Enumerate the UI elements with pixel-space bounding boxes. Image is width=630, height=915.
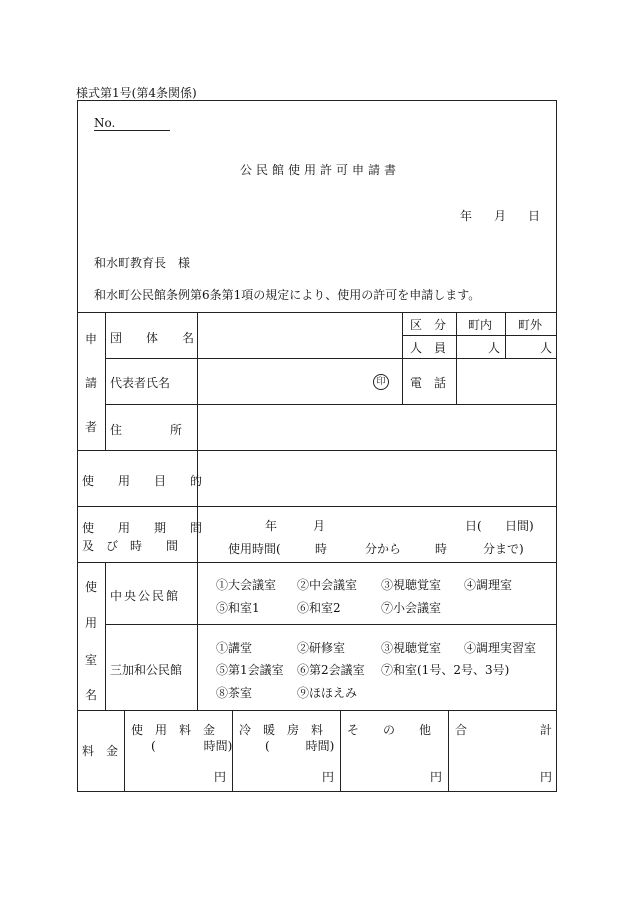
period-label-1: 使 用 期 間 xyxy=(82,521,203,535)
outside-town-option: 町外 xyxy=(518,318,543,332)
usage-hours: ( 時間) xyxy=(151,739,233,753)
inside-town-option: 町内 xyxy=(468,318,493,332)
other-fee-yen: 円 xyxy=(430,770,443,784)
room-option: ⑨ほほえみ xyxy=(297,686,358,700)
room-option: ⑤第1会議室 xyxy=(216,663,284,677)
room-option: ②研修室 xyxy=(297,641,346,655)
address-label: 住 所 xyxy=(110,423,183,437)
fees-label: 料 金 xyxy=(82,744,119,758)
no-underline xyxy=(94,130,170,131)
room-option: ④調理実習室 xyxy=(464,641,537,655)
total-label-left: 合 xyxy=(455,723,468,737)
mikawa-hall-label: 三加和公民館 xyxy=(110,663,183,677)
usage-fee-yen: 円 xyxy=(214,770,227,784)
people-unit-outside: 人 xyxy=(540,341,553,355)
room-option: ②中会議室 xyxy=(297,578,358,592)
form-id: 様式第1号(第4条関係) xyxy=(76,86,197,100)
other-fee-label: そ の 他 xyxy=(347,723,432,737)
room-option: ①大会議室 xyxy=(216,578,277,592)
people-unit-inside: 人 xyxy=(488,341,501,355)
no-label: No. xyxy=(94,116,116,130)
seal-mark: 印 xyxy=(373,374,389,390)
room-option: ⑤和室1 xyxy=(216,601,260,615)
room-option: ⑧茶室 xyxy=(216,686,253,700)
room-option: ③視聴覚室 xyxy=(381,578,442,592)
period-label-2: 及 び 時 間 xyxy=(82,539,179,553)
group-name-label: 団 体 名 xyxy=(110,331,195,345)
usage-fee-label: 使 用 料 金 xyxy=(131,723,216,737)
total-fee-yen: 円 xyxy=(540,770,553,784)
purpose-label: 使 用 目 的 xyxy=(82,474,203,488)
room-option: ⑦小会議室 xyxy=(381,601,442,615)
people-label: 人 員 xyxy=(410,341,447,355)
central-hall-label: 中央公民館 xyxy=(110,589,181,603)
room-option: ⑥第2会議室 xyxy=(297,663,365,677)
representative-label: 代表者氏名 xyxy=(110,376,171,390)
heating-fee-yen: 円 xyxy=(322,770,335,784)
room-option: ⑦和室(1号、2号、3号) xyxy=(381,663,510,677)
statement: 和水町公民館条例第6条第1項の規定により、使用の許可を申請します。 xyxy=(94,288,481,302)
room-option: ③視聴覚室 xyxy=(381,641,442,655)
page-title: 公民館使用許可申請書 xyxy=(240,163,401,177)
room-option: ①講堂 xyxy=(216,641,253,655)
addressee: 和水町教育長 様 xyxy=(94,256,191,270)
heating-hours: ( 時間) xyxy=(265,739,335,753)
room-option: ④調理室 xyxy=(464,578,513,592)
room-option: ⑥和室2 xyxy=(297,601,341,615)
total-label-right: 計 xyxy=(540,723,553,737)
phone-label: 電 話 xyxy=(410,376,447,390)
category-label: 区 分 xyxy=(410,318,447,332)
heating-fee-label: 冷 暖 房 料 xyxy=(239,723,324,737)
